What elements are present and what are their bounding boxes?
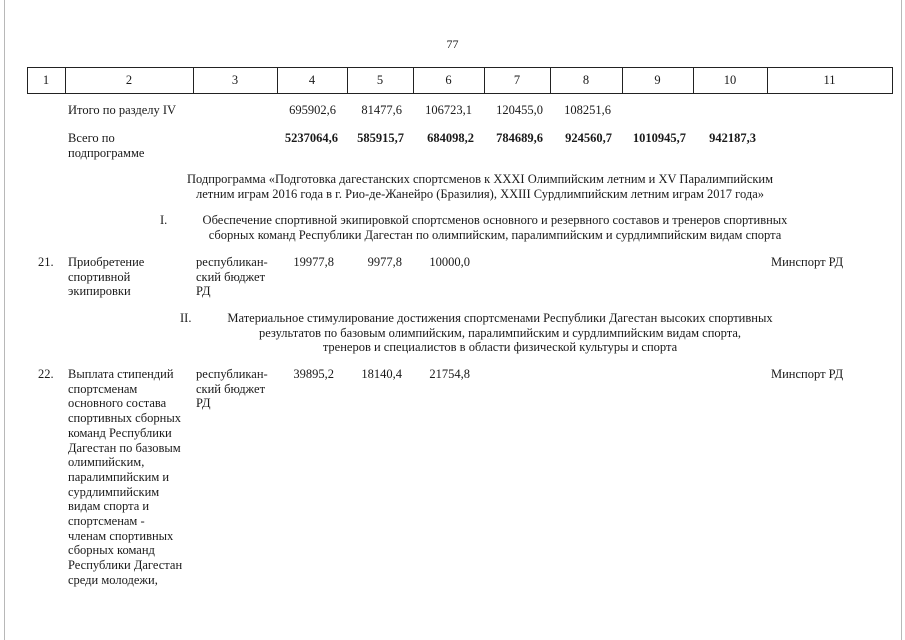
value-cell: 1010945,7 [632,131,686,145]
measure-name-line: паралимпийским и [68,469,170,484]
measure-name [68,367,193,588]
measure-name [68,255,193,299]
page-number: 77 [446,37,459,51]
header-col-11: 11 [823,73,836,87]
header-col-6: 6 [445,73,452,87]
measure-name-line: членам спортивных [68,528,174,543]
header-col-2: 2 [125,73,133,87]
row-number: 21. [38,255,54,269]
value-cell: 120455,0 [496,103,543,117]
row-number: 22. [38,367,54,381]
scan-left-edge [4,0,5,640]
subprogram-heading [160,172,800,201]
funding-source-line: республикан- [196,255,268,269]
value-cell: 684098,2 [427,131,474,145]
measure-name-line: сборных команд [68,543,155,558]
header-col-1: 1 [42,73,50,87]
scan-right-edge [901,0,902,640]
measure-name-line: Приобретение [68,255,145,269]
section-heading-text [200,311,800,355]
funding-source-line: республикан- [196,367,268,381]
measure-name-line: видам спорта и [68,499,150,514]
header-col-5: 5 [376,73,384,87]
value-cell: 9977,8 [367,255,402,269]
measure-name-line: спортивной [68,269,131,284]
measure-name-line: экипировки [68,284,131,299]
funding-source [196,367,278,411]
measure-name-line: Выплата стипендий [68,367,174,381]
measure-name-line: среди молодежи, [68,572,158,587]
row-label-line: Всего по [68,131,115,145]
header-col-8: 8 [582,73,590,87]
value-cell: 18140,4 [361,367,402,381]
section-numeral: I. [160,213,168,227]
value-cell: 108251,6 [564,103,611,117]
section-heading-line: Обеспечение спортивной экипировкой спортсменов основного и резервного составов и тренеров спортивных [202,213,788,227]
measure-name-line: сурдлимпийским [68,484,160,499]
measure-name-line: спортсменам - [68,514,145,529]
value-cell: 81477,6 [361,103,402,117]
header-col-9: 9 [654,73,661,87]
header-bottom-rule [27,93,893,94]
value-cell: 585915,7 [357,131,404,145]
value-cell: 695902,6 [289,103,336,117]
header-col-10: 10 [723,73,737,87]
section-heading-line: результатов по базовым олимпийским, паралимпийским и сурдлимпийским видам спорта, [258,325,742,340]
header-col-7: 7 [513,73,521,87]
value-cell: 19977,8 [293,255,334,269]
header-border-right [892,67,893,94]
funding-source-line: РД [196,284,211,299]
value-cell: 924560,7 [565,131,612,145]
funding-source [196,255,278,299]
row-label-line: подпрограмме [68,146,145,160]
measure-name-line: спортсменам [68,381,138,396]
value-cell: 10000,0 [429,255,470,269]
measure-name-line: команд Республики [68,425,172,440]
row-label: Итого по разделу IV [68,103,177,117]
section-heading-text [180,213,810,242]
value-cell: 5237064,6 [284,131,338,145]
header-col-4: 4 [308,73,316,87]
measure-name-line: спортивных сборных [68,411,181,426]
subprogram-heading-line: Подпрограмма «Подготовка дагестанских спортсменов к XXXI Олимпийским летним и XV Паралимпийским [186,172,774,186]
section-heading-line: сборных команд Республики Дагестан по олимпийским, паралимпийским и сурдлимпийским видам спорта [208,227,782,242]
measure-name-line: Республики Дагестан [68,558,183,573]
executor: Минспорт РД [771,255,844,269]
executor: Минспорт РД [771,367,844,381]
value-cell: 21754,8 [429,367,470,381]
measure-name-line: олимпийским, [68,455,145,470]
section-numeral: II. [180,311,192,325]
measure-name-line: Дагестан по базовым [68,440,181,455]
section-heading-line: Материальное стимулирование достижения спортсменами Республики Дагестан высоких спортивных [227,311,773,325]
header-col-3: 3 [231,73,239,87]
measure-name-line: основного состава [68,396,167,411]
funding-source-line: ский бюджет [196,381,266,396]
section-heading-line: тренеров и специалистов в области физической культуры и спорта [322,340,678,355]
value-cell: 39895,2 [293,367,334,381]
subprogram-heading-line: летним играм 2016 года в г. Рио-де-Жанейро (Бразилия), XXIII Сурдлимпийским летним играм 2017 года» [195,186,765,201]
value-cell: 942187,3 [709,131,756,145]
header-top-rule [27,67,893,68]
value-cell: 784689,6 [496,131,543,145]
funding-source-line: РД [196,396,211,411]
funding-source-line: ский бюджет [196,269,266,284]
value-cell: 106723,1 [425,103,472,117]
